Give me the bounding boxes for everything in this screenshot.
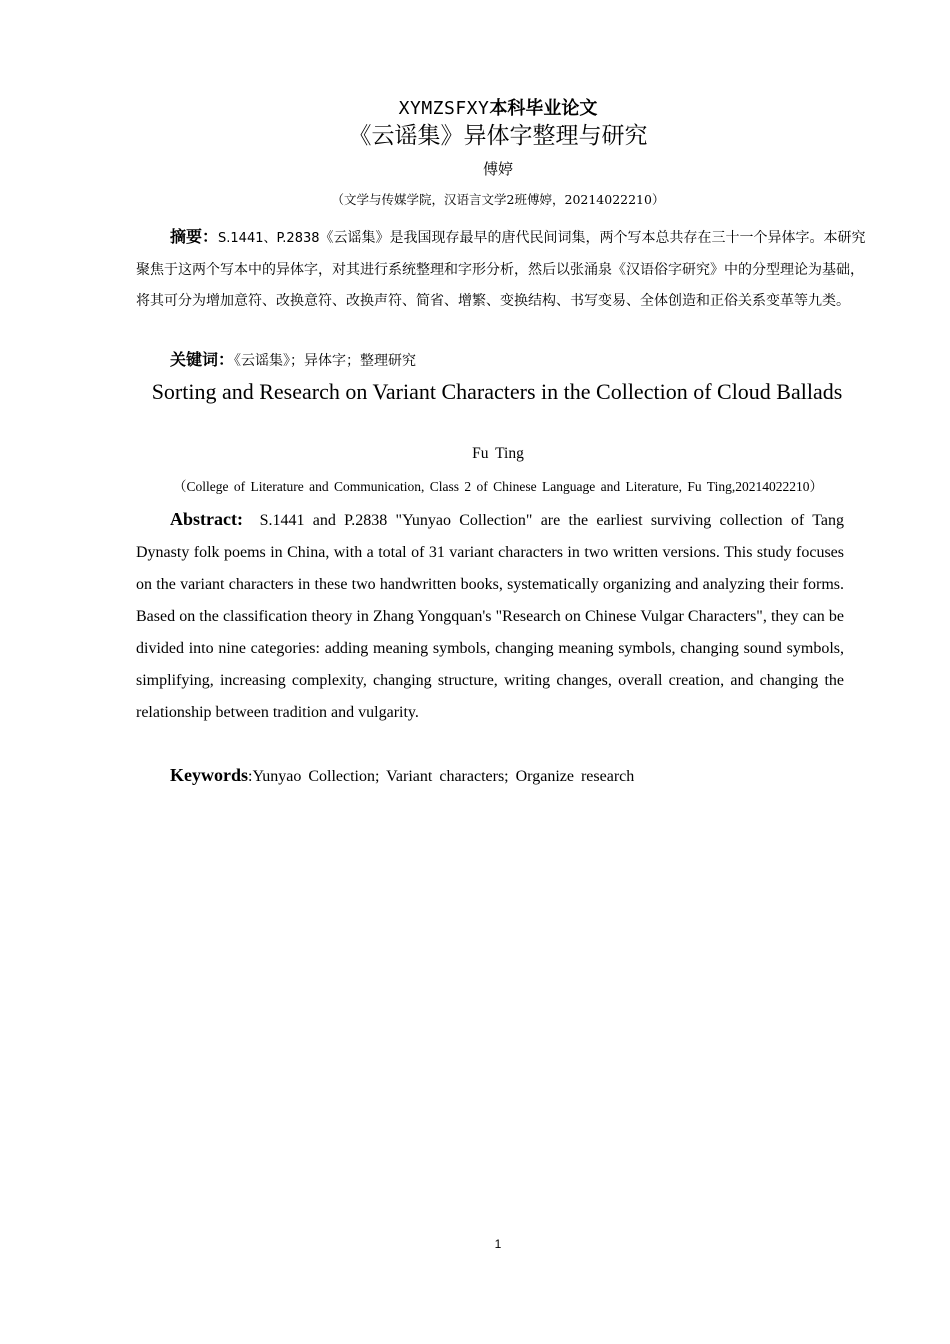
english-title: Sorting and Research on Variant Characters in the Collection of Cloud Ballads (151, 379, 843, 404)
chinese-abstract-text: 《云谣集》是我国现存最早的唐代民间词集，两个写本总共存在三十一个异体字。本研究聚焦于这两个写本中的异体字，对其进行系统整理和字形分析，然后以张涌泉《汉语俗字研究》中的分型理论为基础，将其可分为增加意符、改换意符、改换声符、简省、增繁、变换结构、书写变易、全体创造和正俗关系变革等九类。 (136, 230, 866, 309)
chinese-abstract-label: 摘要： (170, 227, 219, 246)
english-affiliation: （College of Literature and Communication, Class 2 of Chinese Language and Literature, Fu Ting,20214022210） (173, 479, 823, 494)
english-abstract (136, 503, 844, 729)
header-code: XYMZSFXY (398, 98, 490, 119)
english-abstract-label: Abstract: (170, 509, 243, 529)
chinese-author: 傅婷 (482, 160, 513, 178)
english-keywords-text: :Yunyao Collection; Variant characters; Organize research (248, 768, 635, 785)
english-author: Fu Ting (472, 445, 524, 462)
chinese-keywords (170, 347, 416, 374)
english-abstract-text: S.1441 and P.2838 "Yunyao Collection" are the earliest surviving collection of Tang Dynasty folk poems in China, with a total of 31 variant characters in two written versions. This study focuses on the variant characters in these two handwritten books, systematically organizing and analyzing their forms. Based on the classification theory in Zhang Yongquan's "Research on Chinese Vulgar Characters", they can be divided into nine categories: adding meaning symbols, changing meaning symbols, changing sound symbols, simplifying, increasing complexity, changing structure, writing changes, overall creation, and changing the relationship between tradition and vulgarity. (136, 512, 845, 721)
chinese-affiliation: （文学与传媒学院，汉语言文学2班傅婷，20214022210） (331, 192, 665, 207)
chinese-abstract-refs: S.1441、P.2838 (218, 231, 320, 246)
page-number: 1 (494, 1237, 502, 1251)
document-header (0, 94, 950, 122)
chinese-abstract (136, 221, 870, 318)
english-keywords (170, 761, 634, 791)
chinese-keywords-label: 关键词： (170, 350, 235, 369)
header-label: 本科毕业论文 (489, 98, 598, 119)
chinese-title: 《云谣集》异体字整理与研究 (348, 123, 648, 149)
chinese-keywords-text: 《云谣集》；异体字；整理研究 (234, 353, 417, 369)
english-keywords-label: Keywords (170, 765, 248, 785)
